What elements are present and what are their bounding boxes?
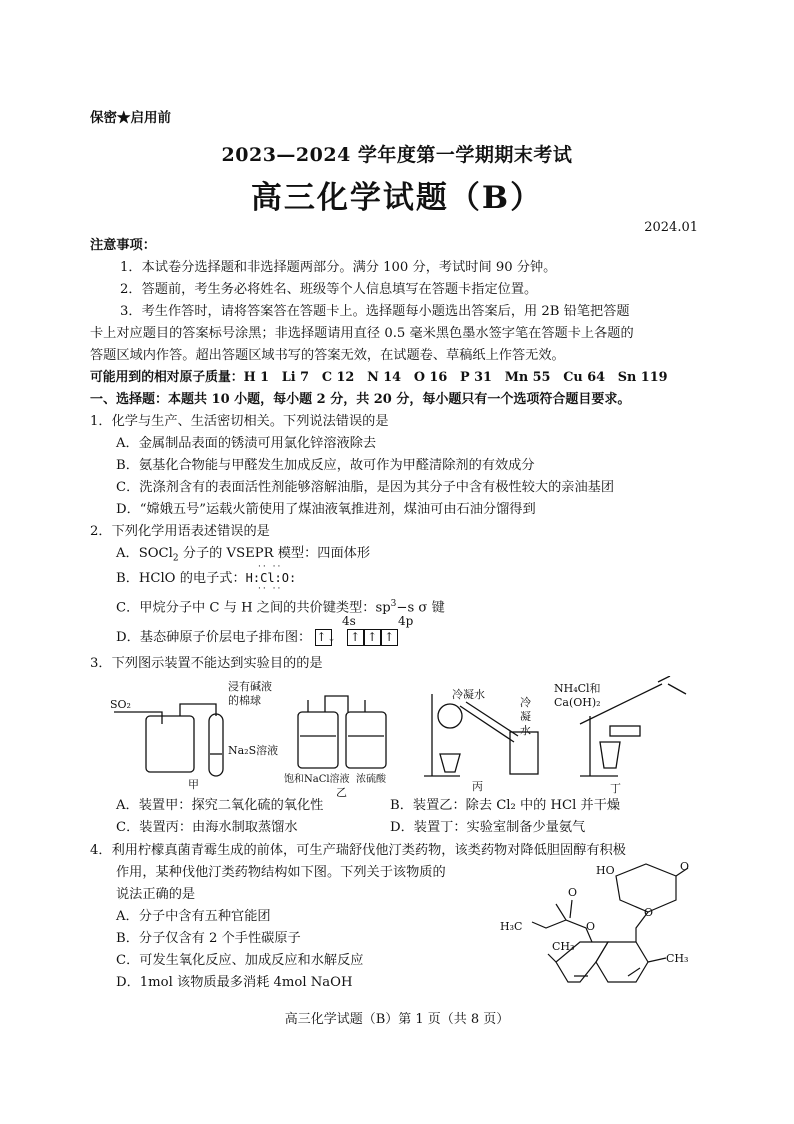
q1-option-c: C．洗涤剂含有的表面活性剂能够溶解油脂，是因为其分子中含有极性较大的亲油基团	[116, 480, 615, 495]
q2-option-b: B．HClO 的电子式：H:Cl:O:	[116, 571, 297, 586]
q3-option-a: A．装置甲：探究二氧化硫的氧化性	[116, 798, 324, 813]
label-jia: 甲	[188, 778, 199, 791]
note-3a: 3．考生作答时，请将答案答在答题卡上。选择题每小题选出答案后，用 2B 铅笔把答题	[120, 304, 630, 319]
q4-stem-1: 4．利用柠檬真菌青霉生成的前体，可生产瑞舒伐他汀类药物，该类药物对降低胆固醇有积极	[90, 843, 626, 858]
label-nh4cl: NH₄Cl和	[554, 682, 601, 695]
q2-option-d: D．基态砷原子价层电子排布图： ↑↓ ↑ ↑ ↑	[116, 629, 704, 647]
q3-option-b: B．装置乙：除去 Cl₂ 中的 HCl 并干燥	[390, 798, 621, 813]
label-nacl: 饱和NaCl溶液	[284, 774, 350, 785]
note-1: 1．本试卷分选择题和非选择题两部分。满分 100 分，考试时间 90 分钟。	[120, 260, 557, 275]
lone-pair-dots-bottom: ·· ··	[258, 584, 283, 594]
atomic-masses: 可能用到的相对原子质量：H 1 Li 7 C 12 N 14 O 16 P 31 Mn 55 Cu 64 Sn 119	[90, 370, 668, 385]
label-yi: 乙	[336, 786, 347, 798]
q1-stem: 1．化学与生产、生活密切相关。下列说法错误的是	[90, 414, 389, 429]
confidential-mark: 保密★启用前	[90, 110, 171, 126]
q4-stem-2: 作用，某种伐他汀类药物结构如下图。下列关于该物质的	[116, 865, 446, 880]
label-na2s: Na₂S溶液	[228, 744, 279, 757]
q4-option-d: D．1mol 该物质最多消耗 4mol NaOH	[116, 975, 353, 990]
q4-option-c: C．可发生氧化反应、加成反应和水解反应	[116, 953, 364, 968]
electron-formula: H:Cl:O:	[245, 571, 297, 585]
q4-stem-3: 说法正确的是	[116, 887, 196, 902]
label-ding: 丁	[610, 782, 621, 795]
struct-o3: O	[568, 886, 578, 899]
q3-option-d: D．装置丁：实验室制备少量氨气	[390, 820, 586, 835]
label-so2: SO₂	[110, 698, 131, 711]
orbital-4p: ↑ ↑ ↑	[347, 629, 398, 646]
q2-option-a: A．SOCl$_2$ 分子的 VSEPR 模型：四面体形	[116, 546, 371, 564]
struct-ch3-a: CH₃	[552, 940, 575, 953]
lone-pair-dots-top: ·· ··	[258, 562, 283, 572]
q4-option-a: A．分子中含有五种官能团	[116, 909, 271, 924]
page-footer: 高三化学试题（B）第 1 页（共 8 页）	[284, 1012, 510, 1027]
label-bing: 丙	[472, 780, 483, 793]
section-heading: 一、选择题：本题共 10 小题，每小题 2 分，共 20 分，每小题只有一个选项符合题目要求。	[90, 392, 631, 407]
orbital-label-4s: 4s	[342, 614, 356, 628]
notes-heading: 注意事项：	[90, 238, 156, 253]
label-caoh: Ca(OH)₂	[554, 696, 601, 709]
q3-stem: 3．下列图示装置不能达到实验目的的是	[90, 656, 323, 671]
orbital-4s: ↑↓	[316, 630, 337, 644]
label-water4: 水	[520, 724, 531, 737]
label-water: 冷凝水	[452, 688, 485, 701]
q3-apparatus-figure	[110, 676, 700, 798]
struct-o2: O	[644, 906, 654, 919]
q1-option-d: D．“嫦娥五号”运载火箭使用了煤油液氧推进剂，煤油可由石油分馏得到	[116, 502, 536, 517]
exam-name: 2023—2024 学年度第一学期期末考试	[221, 144, 573, 166]
note-2: 2．答题前，考生务必将姓名、班级等个人信息填写在答题卡指定位置。	[120, 282, 538, 297]
struct-ho: HO	[596, 864, 615, 877]
note-3c: 答题区域内作答。超出答题区域书写的答案无效，在试题卷、草稿纸上作答无效。	[90, 348, 565, 363]
struct-h3c: H₃C	[500, 920, 523, 933]
q2-stem: 2．下列化学用语表述错误的是	[90, 524, 270, 539]
label-cotton: 浸有碱液	[228, 680, 272, 693]
q3-option-c: C．装置丙：由海水制取蒸馏水	[116, 820, 298, 835]
page-title: 高三化学试题（B）	[250, 180, 544, 216]
label-water2: 冷	[520, 696, 531, 709]
struct-o4: O	[586, 920, 596, 933]
label-cotton2: 的棉球	[228, 694, 261, 707]
struct-o1: O	[680, 860, 690, 873]
q1-option-b: B．氨基化合物能与甲醛发生加成反应，故可作为甲醛清除剂的有效成分	[116, 458, 535, 473]
exam-date: 2024.01	[644, 220, 698, 235]
orbital-label-4p: 4p	[398, 614, 414, 628]
label-water3: 凝	[520, 710, 531, 723]
q2-option-c: C．甲烷分子中 C 与 H 之间的共价键类型：$sp^3-s$ σ 键	[116, 599, 445, 616]
q4-structure-figure	[498, 858, 698, 998]
struct-ch3-b: CH₃	[666, 952, 689, 965]
note-3b: 卡上对应题目的答案标号涂黑；非选择题请用直径 0.5 毫米黑色墨水签字笔在答题卡上各题的	[90, 326, 634, 341]
q4-option-b: B．分子仅含有 2 个手性碳原子	[116, 931, 301, 946]
q1-option-a: A．金属制品表面的锈渍可用氯化锌溶液除去	[116, 436, 377, 451]
label-h2so4: 浓硫酸	[356, 774, 386, 785]
